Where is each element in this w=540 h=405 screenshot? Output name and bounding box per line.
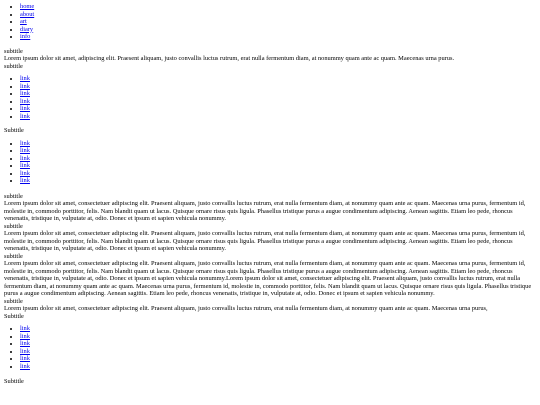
list-item <box>20 177 536 185</box>
list-item <box>20 170 536 178</box>
list-link[interactable]: link <box>20 112 30 120</box>
nav-item-about <box>20 11 536 19</box>
list-link[interactable]: link <box>20 325 30 332</box>
section-subtitle: subtitle <box>4 297 23 305</box>
list-link[interactable]: link <box>20 347 30 355</box>
list-item <box>20 75 536 83</box>
list-link[interactable]: link <box>20 177 30 184</box>
nav-link-info[interactable]: info <box>20 33 31 40</box>
link-list-1 <box>4 75 536 120</box>
list-link[interactable]: link <box>20 90 30 97</box>
nav-item-art <box>20 18 536 26</box>
main-nav <box>4 3 536 41</box>
list-item <box>20 113 536 121</box>
list-item <box>20 355 536 363</box>
link-list-3 <box>4 325 536 370</box>
nav-item-home <box>20 3 536 11</box>
list-item <box>20 105 536 113</box>
list-item <box>20 140 536 148</box>
list-item <box>20 90 536 98</box>
nav-item-info <box>20 33 536 41</box>
list-link[interactable]: link <box>20 97 30 105</box>
list-item <box>20 333 536 341</box>
list-item <box>20 83 536 91</box>
list-link[interactable]: link <box>20 147 30 154</box>
list-link[interactable]: link <box>20 82 30 90</box>
list-item <box>20 340 536 348</box>
list-link[interactable]: link <box>20 169 30 177</box>
list-item <box>20 363 536 371</box>
nav-link-diary[interactable]: diary <box>20 25 34 33</box>
section-subtitle: subtitle <box>4 62 23 70</box>
list-item <box>20 98 536 106</box>
section-subtitle: subtitle <box>4 47 23 55</box>
list-link[interactable]: link <box>20 154 30 162</box>
list-link[interactable]: link <box>20 362 30 370</box>
list-link[interactable]: link <box>20 139 30 147</box>
nav-link-art[interactable]: art <box>20 18 27 25</box>
list-item <box>20 155 536 163</box>
list-link[interactable]: link <box>20 355 30 362</box>
link-list-2 <box>4 140 536 185</box>
section-subtitle: subtitle <box>4 222 23 230</box>
list-link[interactable]: link <box>20 340 30 347</box>
list-item <box>20 325 536 333</box>
list-link[interactable]: link <box>20 162 30 169</box>
body-paragraph: Lorem ipsum dolor sit amet, consectetuer adipiscing elit. Praesent aliquam, justo convallis luctus rutrum, erat nulla fermentum diam, at nonummy quam ante ac quam. Maecenas urna purus, fermentum id, molestie in, commodo porttitor, felis. Nam blandit quam ut lacus. Quisque ornare risus quis ligula. Phasellus tristique purus a augue condimentum adipiscing. Aenean sagittis. Etiam leo pede, rhoncus venenatis, tristique in, vulputate at, odio. Donec et ipsum et sapien vehicula nonummy. <box>4 230 526 252</box>
list-link[interactable]: link <box>20 105 30 112</box>
list-link[interactable]: link <box>20 75 30 82</box>
section-subtitle: Subtitle <box>4 127 24 134</box>
body-paragraph: Lorem ipsum dolor sit amet, consectetuer adipiscing elit. Praesent aliquam, justo convallis luctus rutrum, erat nulla fermentum diam, at nonummy quam ante ac quam. Maecenas urna purus, fermentum id, molestie in, commodo porttitor, felis. Nam blandit quam ut lacus. Quisque ornare risus quis ligula. Phasellus tristique purus a augue condimentum adipiscing. Aenean sagittis. Etiam leo pede, rhoncus venenatis, tristique in, vulputate at, odio. Donec et ipsum et sapien vehicula nonummy.Lorem ipsum dolor sit amet, consectetuer adipiscing elit. Praesent aliquam, justo convallis luctus rutrum, erat nulla fermentum diam, at nonummy quam ante ac quam. Maecenas urna purus, fermentum id, molestie in, commodo porttitor, felis. Nam blandit quam ut lacus. Quisque ornare risus quis ligula. Phasellus tristique purus a augue condimentum adipiscing. Aenean sagittis. Etiam leo pede, rhoncus venenatis, tristique in, vulputate at, odio. Donec et ipsum et sapien vehicula nonummy. <box>4 260 532 297</box>
body-paragraph: Lorem ipsum dolor sit amet, consectetuer adipiscing elit. Praesent aliquam, justo convallis luctus rutrum, erat nulla fermentum diam, at nonummy quam ante ac quam. Maecenas urna purus, <box>4 305 488 312</box>
section-subtitle: subtitle <box>4 192 23 200</box>
list-link[interactable]: link <box>20 332 30 340</box>
list-item <box>20 162 536 170</box>
nav-link-about[interactable]: about <box>20 10 35 18</box>
section-subtitle: Subtitle <box>4 312 24 320</box>
list-item <box>20 348 536 356</box>
intro-paragraph: Lorem ipsum dolor sit amet, adipiscing elit. Praesent aliquam, justo convallis luctus rutrum, erat nulla fermentum diam, at nonummy quam ante ac quam. Maecenas urna purus. <box>4 55 455 62</box>
body-paragraph: Lorem ipsum dolor sit amet, consectetuer adipiscing elit. Praesent aliquam, justo convallis luctus rutrum, erat nulla fermentum diam, at nonummy quam ante ac quam. Maecenas urna purus, fermentum id, molestie in, commodo porttitor, felis. Nam blandit quam ut lacus. Quisque ornare risus quis ligula. Phasellus tristique purus a augue condimentum adipiscing. Aenean sagittis. Etiam leo pede, rhoncus venenatis, tristique in, vulputate at, odio. Donec et ipsum et sapien vehicula nonummy. <box>4 200 526 222</box>
list-item <box>20 147 536 155</box>
nav-item-diary <box>20 26 536 34</box>
section-subtitle: Subtitle <box>4 378 24 385</box>
section-subtitle: subtitle <box>4 252 23 260</box>
nav-link-home[interactable]: home <box>20 3 35 10</box>
